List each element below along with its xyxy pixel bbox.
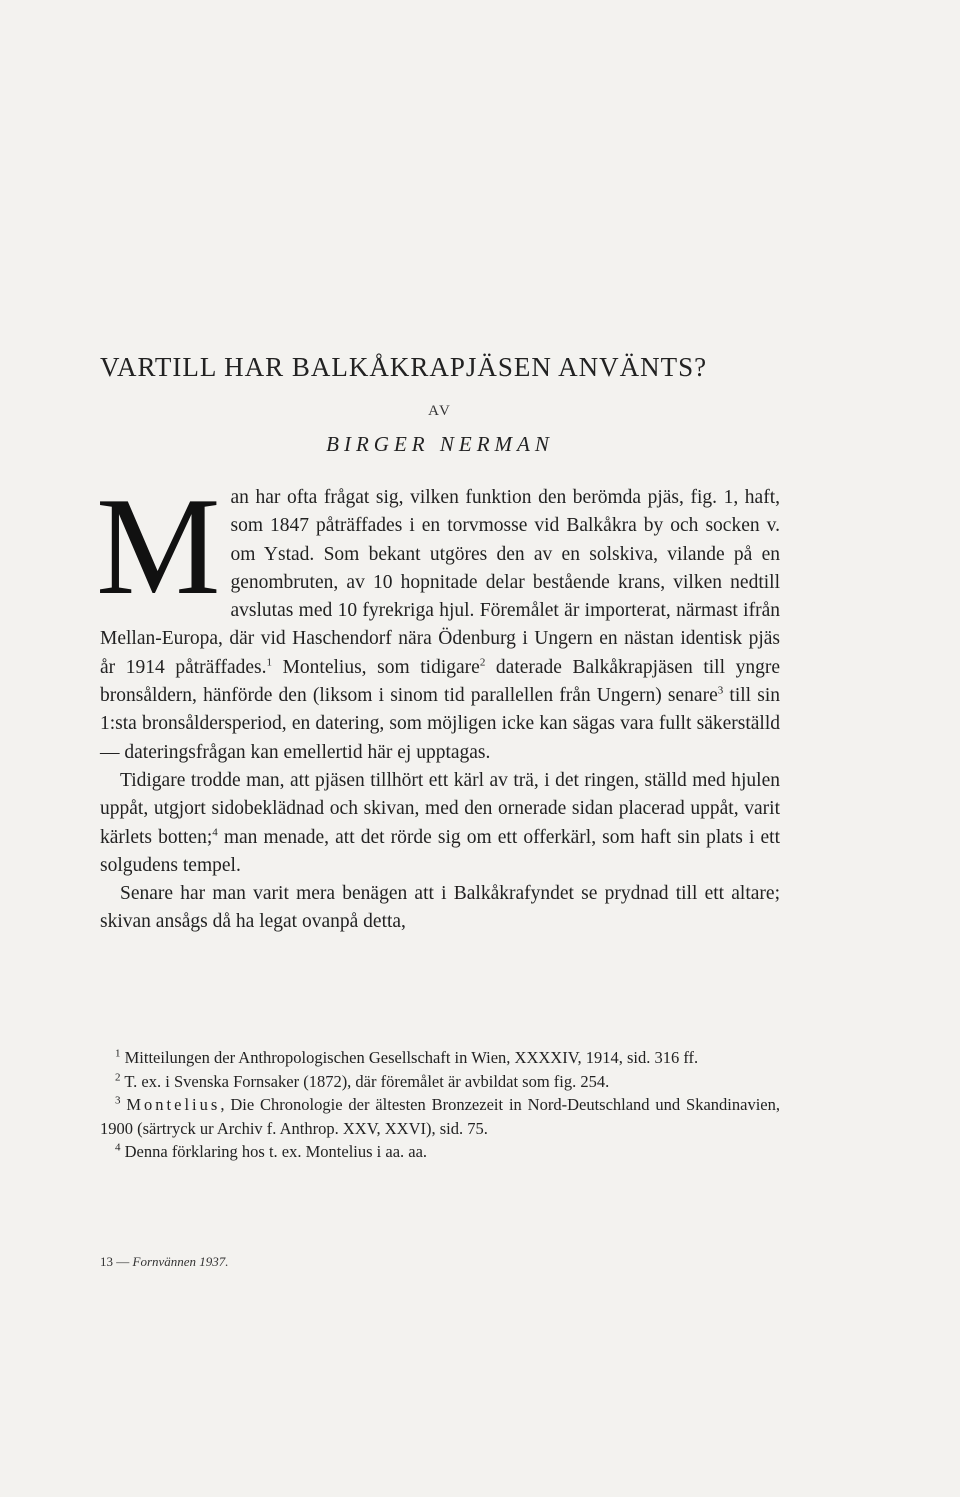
paragraph-1-text-b: Montelius, som tidigare [271,656,480,678]
printer-signature [100,1254,229,1270]
paragraph-1 [96,469,781,767]
author-name: BIRGER NERMAN [326,432,554,456]
footnote-2-text: T. ex. i Svenska Fornsaker (1872), där föremålet är avbildat som fig. 254. [124,1071,610,1091]
article-title: VARTILL HAR BALKÅKRAPJÄSEN ANVÄNTS? [100,352,708,382]
paragraph-2-text-a: Tidigare trodde man, att pjäsen tillhört ett kärl av trä, i det ringen, ställd med hjulen uppåt, utgjort sidobeklädnad och skivan, med den ornerade sidan placerad uppåt, varit kärlets botten; [100,769,780,848]
footnote-1 [100,1046,780,1070]
footnote-3-author: Montelius [126,1095,221,1114]
footnote-4-mark: 4 [115,1141,121,1154]
footnote-ref-3: 3 [717,684,724,697]
footnote-2-mark: 2 [115,1071,121,1083]
footnote-ref-4: 4 [212,826,218,839]
paragraph-2 [100,767,780,880]
footnote-3-text: , Die Chronologie der ältesten Bronzezeit in Nord-Deutschland und Skandinavien, 1900 (särtryck ur Archiv f. Anthrop. XXV, XXVI), sid. 75. [100,1095,781,1138]
footnote-4-text: Denna förklaring hos t. ex. Montelius i aa. aa. [124,1142,428,1161]
footnote-3-mark: 3 [115,1094,121,1107]
article-body [96,469,781,937]
paragraph-1-text-d: till sin 1:sta bronsåldersperiod, en datering, som möjligen icke kan sägas vara fullt säkerställd — dateringsfrågan kan emellertid här ej upptagas. [100,685,780,763]
signature-journal: Fornvännen 1937. [132,1254,229,1269]
footnote-4 [100,1140,780,1164]
footnote-2 [100,1070,780,1094]
footnote-1-text: Mitteilungen der Anthropologischen Gesellschaft in Wien, XXXXIV, 1914, sid. 316 ff. [124,1048,699,1067]
drop-cap: M [96,469,221,624]
footnote-1-mark: 1 [115,1047,121,1060]
paragraph-2-text-b: man menade, att det rörde sig om ett offerkärl, som haft sin plats i ett solgudens tempel. [100,826,781,876]
signature-sheet: 13 — [100,1254,130,1269]
footnotes [100,1046,780,1164]
paragraph-1-text-c: daterade Balkåkrapjäsen till yngre bronsåldern, hänförde den (liksom i sinom tid parallellen från Ungern) senare [100,656,781,707]
footnote-3 [100,1093,780,1140]
paragraph-1-text-a: an har ofta frågat sig, vilken funktion den berömda pjäs, fig. 1, haft, som 1847 påträffades i en torvmosse vid Balkåkra by och socken v. om Ystad. Som bekant utgöres den av en solskiva, vilande på en genombruten, av 10 hopnitade delar bestående krans, vilken nedtill avslutas med 10 fyrekriga hjul. Föremålet är importerat, närmast ifrån Mellan-Europa, där vid Haschendorf nära Ödenburg i Ungern en nästan identisk pjäs år 1914 påträffades. [100,487,780,678]
byline-av: AV [428,403,452,419]
footnote-ref-1: 1 [266,656,272,669]
paragraph-3: Senare har man varit mera benägen att i Balkåkrafyndet se prydnad till ett altare; skivan ansågs då ha legat ovanpå detta, [100,883,780,933]
footnote-ref-2: 2 [479,656,486,669]
